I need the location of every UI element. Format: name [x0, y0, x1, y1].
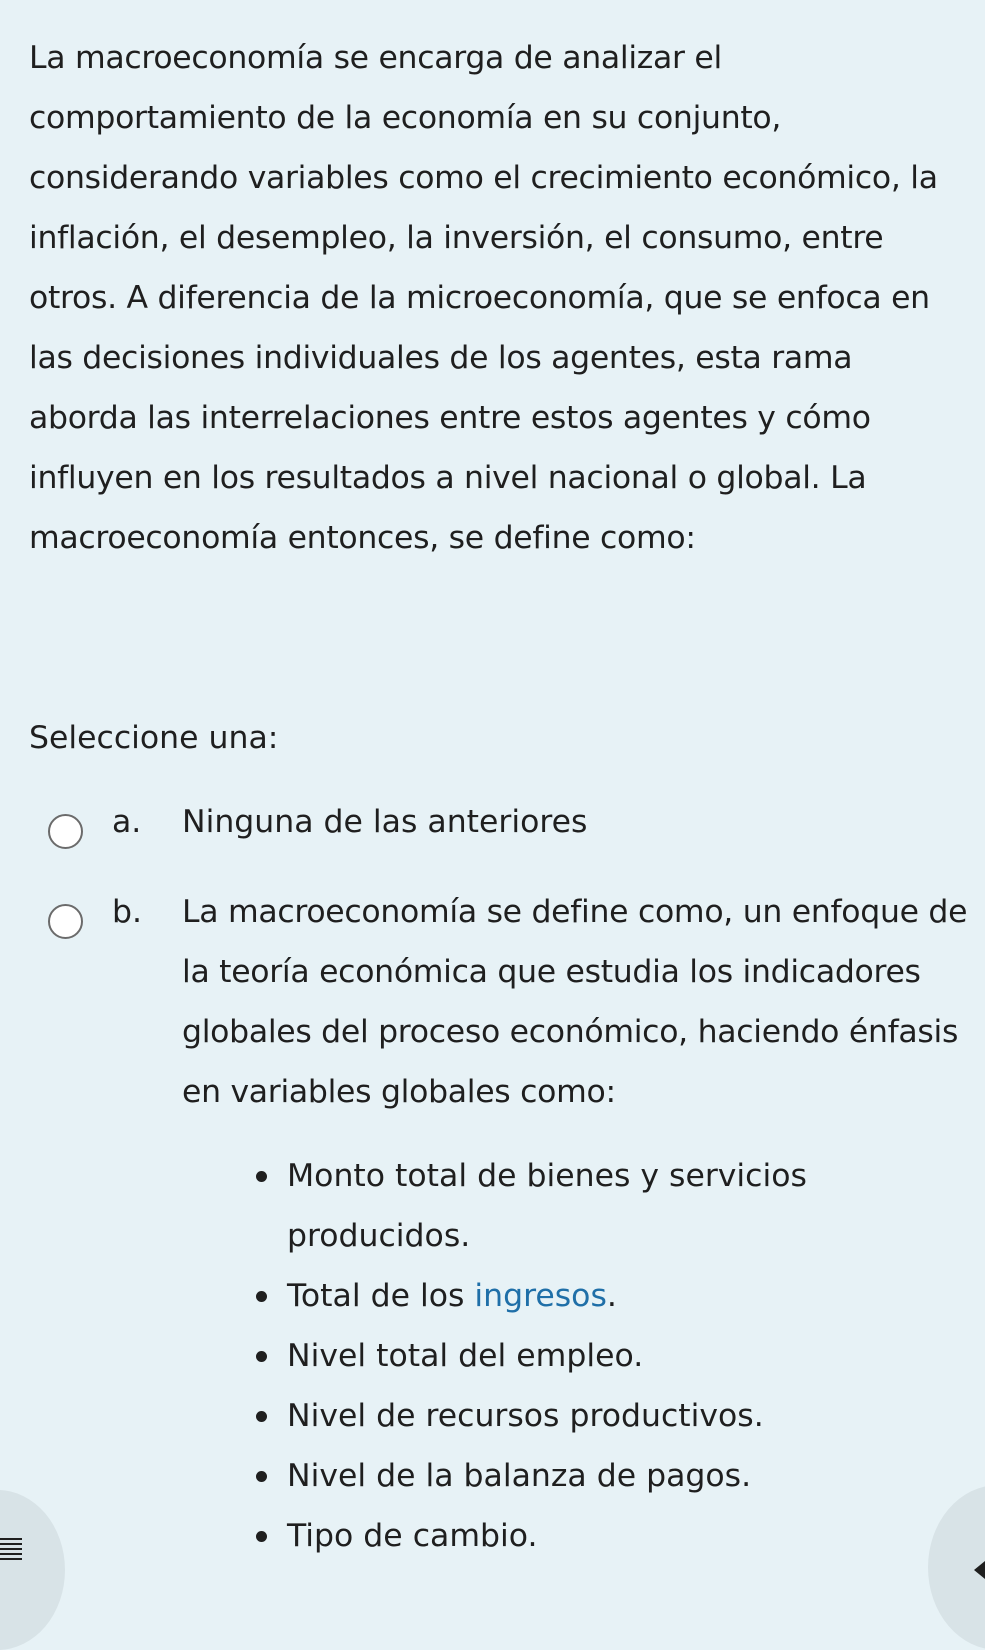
bullet-text-before: Total de los	[287, 1278, 475, 1314]
select-one-prompt: Seleccione una:	[29, 720, 279, 756]
radio-button-b[interactable]	[48, 904, 83, 939]
option-a-letter: a.	[112, 804, 142, 840]
bullet-item	[253, 1146, 933, 1266]
bullet-text: Nivel total del empleo.	[287, 1338, 644, 1374]
bullet-dot	[256, 1411, 267, 1422]
option-a-text: Ninguna de las anteriores	[182, 804, 588, 840]
option-b-text: La macroeconomía se define como, un enfoque de la teoría económica que estudia los indicadores globales del proceso económico, haciendo énfasis en variables globales como:	[182, 894, 968, 1110]
bullet-text-after: .	[606, 1278, 617, 1314]
bullet-dot	[256, 1471, 267, 1482]
bullet-dot	[256, 1351, 267, 1362]
radio-button-a[interactable]	[48, 814, 83, 849]
bullet-text: Nivel de la balanza de pagos.	[287, 1458, 752, 1494]
bullet-text: Nivel de recursos productivos.	[287, 1398, 764, 1434]
collapse-button[interactable]	[928, 1485, 985, 1650]
bullet-item	[253, 1266, 933, 1326]
bullet-item	[253, 1326, 933, 1386]
menu-icon	[0, 1538, 22, 1563]
bullet-dot	[256, 1171, 267, 1182]
option-b-letter: b.	[112, 894, 143, 930]
chevron-left-icon	[974, 1561, 985, 1579]
bullet-item	[253, 1446, 933, 1506]
bullet-item	[253, 1506, 933, 1566]
bullet-dot	[256, 1291, 267, 1302]
ingresos-link[interactable]: ingresos	[474, 1278, 607, 1314]
bullet-dot	[256, 1531, 267, 1542]
option-b-bullet-list	[253, 1146, 933, 1566]
bullet-item	[253, 1386, 933, 1446]
bullet-text: Tipo de cambio.	[287, 1518, 538, 1554]
question-text: La macroeconomía se encarga de analizar el comportamiento de la economía en su conjunto, considerando variables como el crecimiento económico, la inflación, el desempleo, la inversión, el consumo, entre otros. A diferencia de la microeconomía, que se enfoca en las decisiones individuales de los agentes, esta rama aborda las interrelaciones entre estos agentes y cómo influyen en los resultados a nivel nacional o global. La macroeconomía entonces, se define como:	[29, 40, 938, 556]
bullet-text: Monto total de bienes y servicios producidos.	[287, 1158, 807, 1254]
menu-button[interactable]	[0, 1490, 65, 1650]
